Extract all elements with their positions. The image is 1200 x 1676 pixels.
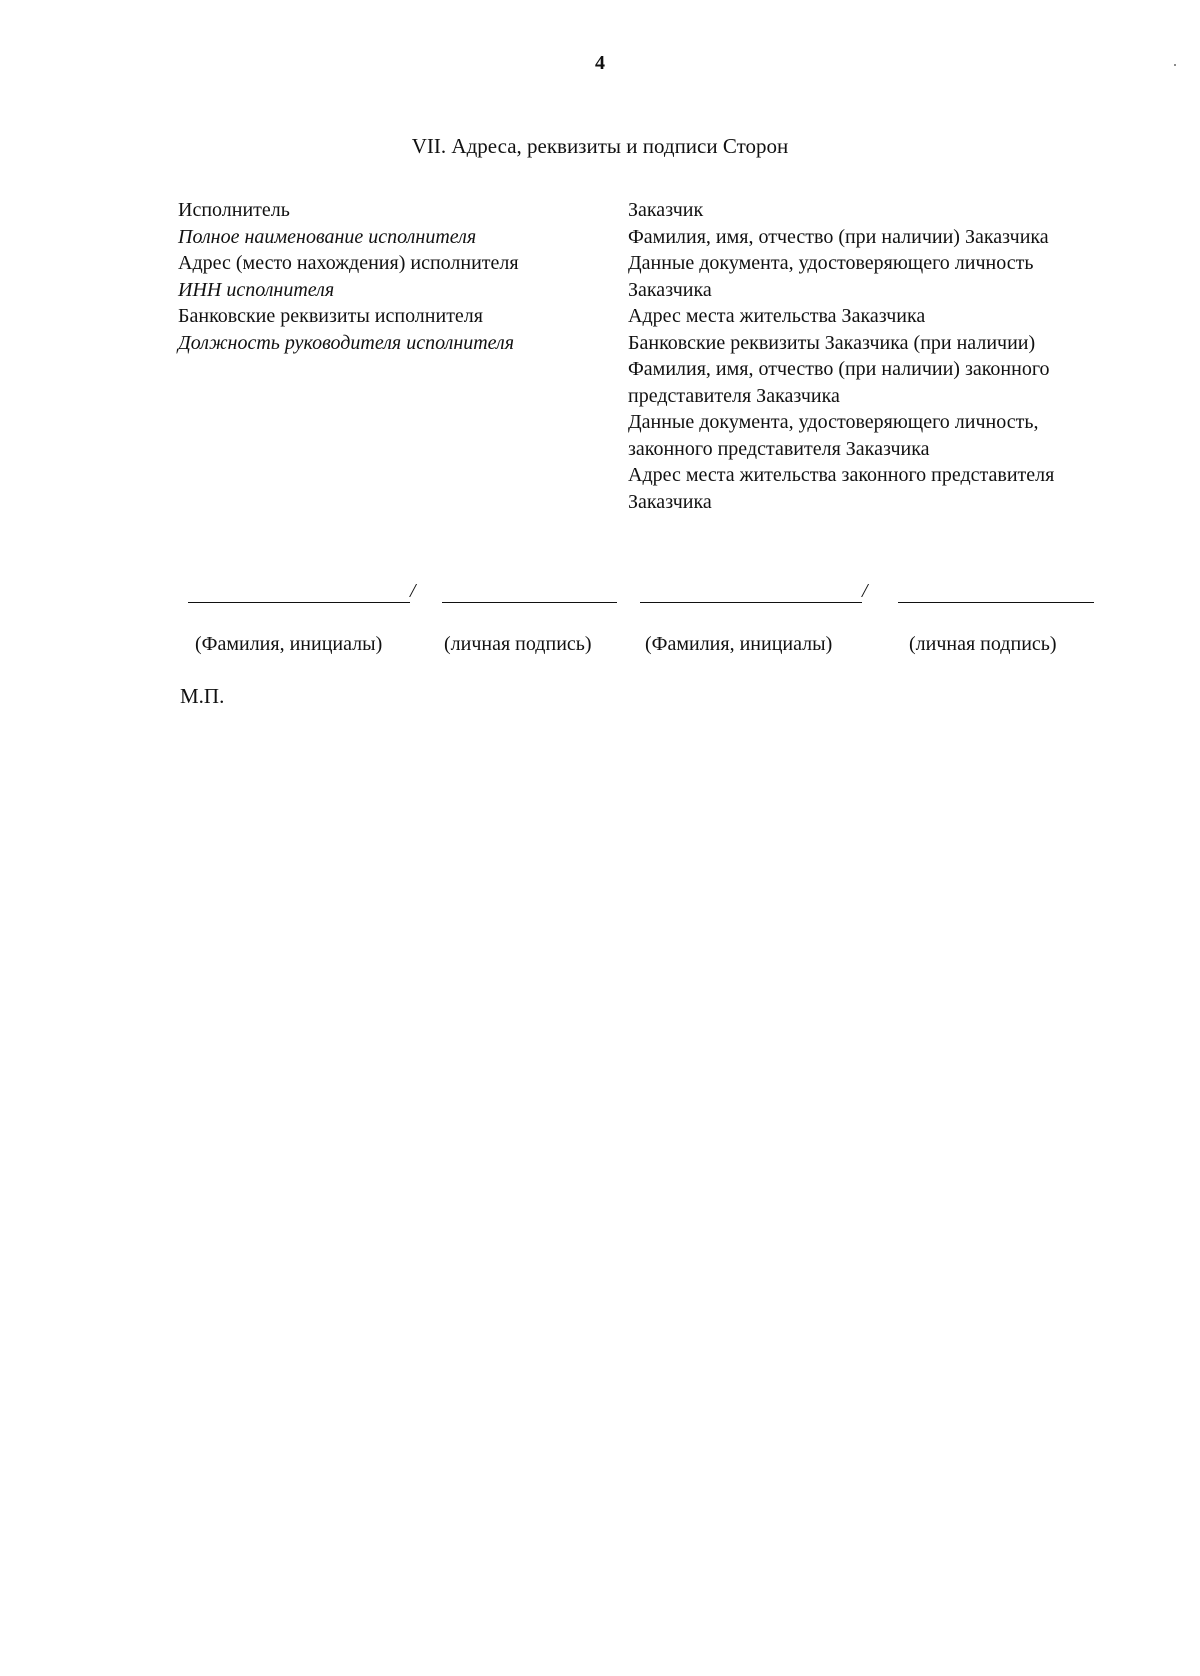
executor-signature-line [442, 602, 617, 603]
executor-name-caption: (Фамилия, инициалы) [195, 633, 383, 655]
customer-full-name-field: Фамилия, имя, отчество (при наличии) Заказчика [628, 225, 1049, 248]
signature-row [0, 580, 1200, 616]
customer-address-field: Адрес места жительства Заказчика [628, 305, 926, 327]
executor-name-line [188, 602, 410, 603]
customer-id-document-field: Данные документа, удостоверяющего личность Заказчика [628, 252, 1034, 301]
executor-heading: Исполнитель [178, 199, 290, 221]
executor-full-name-field: Полное наименование исполнителя [178, 225, 477, 248]
representative-id-document-field: Данные документа, удостоверяющего личность, законного представителя Заказчика [628, 411, 1039, 460]
stamp-place-label: М.П. [180, 684, 225, 708]
section-title: VII. Адреса, реквизиты и подписи Сторон [411, 134, 789, 158]
customer-bank-details-field: Банковские реквизиты Заказчика (при наличии) [628, 331, 1036, 354]
representative-address-field: Адрес места жительства законного представителя Заказчика [628, 464, 1055, 513]
executor-bank-details-field: Банковские реквизиты исполнителя [178, 305, 483, 327]
executor-block [178, 197, 598, 356]
customer-name-caption: (Фамилия, инициалы) [645, 633, 833, 655]
customer-slash: / [862, 580, 868, 602]
customer-block [628, 197, 1088, 515]
customer-name-line [640, 602, 862, 603]
executor-head-position-field: Должность руководителя исполнителя [178, 331, 515, 354]
executor-slash: / [410, 580, 416, 602]
executor-address-field: Адрес (место нахождения) исполнителя [178, 252, 519, 274]
page-number: 4 [595, 52, 605, 74]
executor-signature-caption: (личная подпись) [444, 633, 592, 655]
customer-signature-caption: (личная подпись) [909, 633, 1057, 655]
customer-heading: Заказчик [628, 199, 704, 221]
customer-signature-line [898, 602, 1094, 603]
representative-full-name-field: Фамилия, имя, отчество (при наличии) законного представителя Заказчика [628, 358, 1050, 407]
executor-inn-field: ИНН исполнителя [178, 278, 335, 301]
